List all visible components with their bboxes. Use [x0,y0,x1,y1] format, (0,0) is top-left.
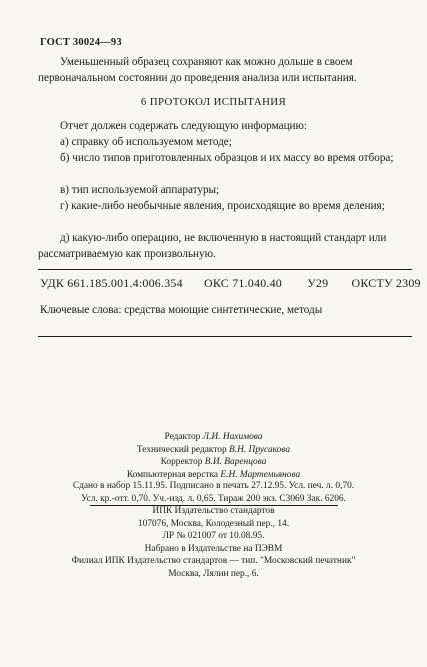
credit-corrector: Корректор В.И. Варенцова [160,457,267,467]
report-item-v: в) тип используемой аппаратуры; [60,184,220,196]
imprint-line-3: ИПК Издательство стандартов [152,506,275,516]
imprint-line-1: Сдано в набор 15.11.95. Подписано в печать 27.12.95. Усл. печ. л. 0,70. [72,481,355,491]
report-item-d: д) какую-либо операцию, не включенную в настоящий стандарт или рассматриваемую как произвольную. [38,232,387,260]
credit-editor: Редактор Л.И. Нахимова [164,432,263,442]
report-item-a: а) справку об используемом методе; [60,136,232,148]
document-header: ГОСТ 30024—93 [40,37,122,48]
divider-bottom [38,336,412,337]
divider-top [38,269,412,270]
imprint-line-2: Усл. кр.-отт. 0,70. Уч.-изд. л. 0,65. Тираж 200 экз. С3069 Зак. 6206. [81,493,346,504]
udk-code: УДК 661.185.001.4:006.354 [40,276,183,290]
okstu-code: ОКСТУ 2309 [351,276,421,290]
report-lead: Отчет должен содержать следующую информацию: [60,120,308,132]
section-title: 6 ПРОТОКОЛ ИСПЫТАНИЯ [140,96,287,108]
keywords: Ключевые слова: средства моющие синтетические, методы [40,304,323,316]
classification-line [40,276,421,291]
credit-layout: Компьютерная верстка Е.Н. Мартемьянова [126,469,301,480]
report-item-g: г) какие-либо необычные явления, происходящие во время деления; [60,200,385,212]
credit-tech-editor: Технический редактор В.Н. Прусакова [136,444,291,455]
intro-paragraph: Уменьшенный образец сохраняют как можно дольше в своем первоначальном состоянии до проведения анализа или испытания. [38,56,357,84]
imprint-line-5: ЛР № 021007 от 10.08.95. [162,531,265,541]
oks-code: ОКС 71.040.40 [204,276,282,290]
imprint-line-4: 107076, Москва, Колодезный пер., 14. [137,518,290,529]
imprint-line-6: Набрано в Издательстве на ПЭВМ [144,543,283,554]
credits-block [0,431,427,481]
u-code: У29 [307,276,329,290]
publisher-block [0,505,427,580]
imprint-block [0,480,427,505]
imprint-line-7: Филиал ИПК Издательство стандартов — тип. "Московский печатник" [71,556,356,566]
imprint-line-8: Москва, Лялин пер., 6. [168,568,259,579]
report-item-b: б) число типов приготовленных образцов и их массу во время отбора; [60,152,394,164]
